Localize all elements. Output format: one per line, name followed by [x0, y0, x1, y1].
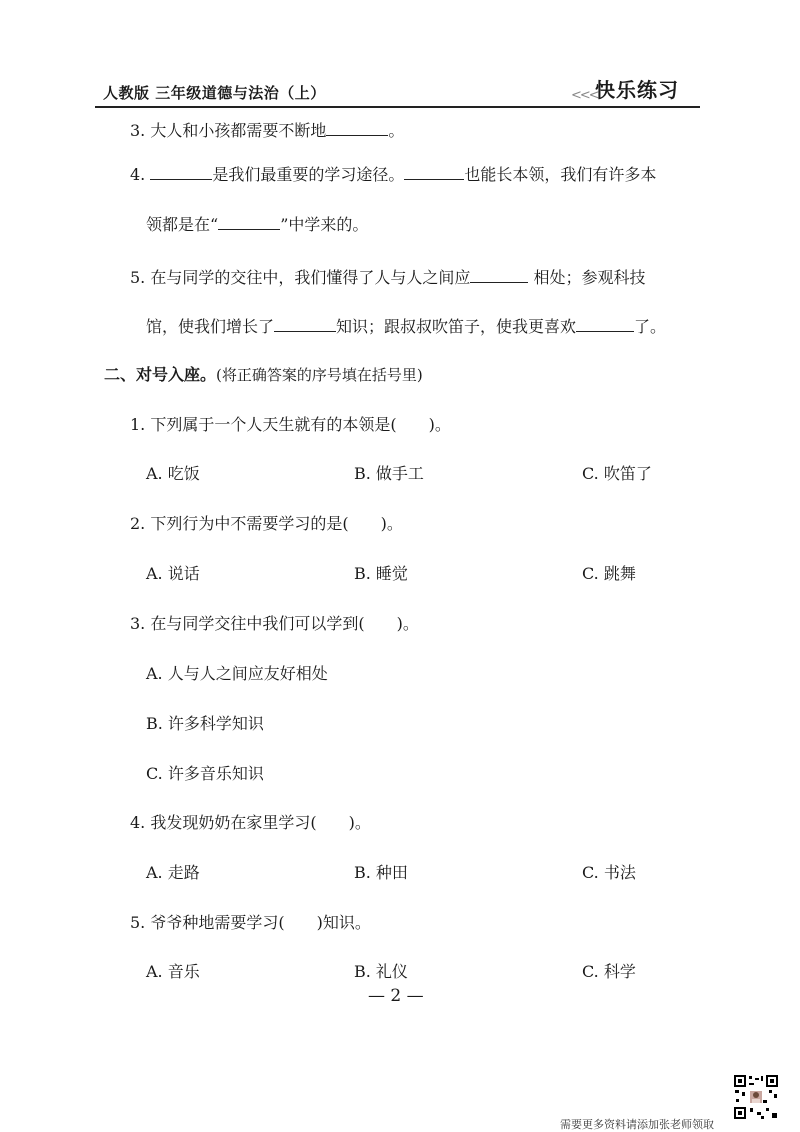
section-instruction: (将正确答案的序号填在括号里): [216, 366, 423, 384]
chevron-decoration-icon: <<<: [571, 88, 598, 103]
book-title: 人教版 三年级道德与法治（上）: [103, 84, 326, 102]
choice-question-2: 2. 下列行为中不需要学习的是( )。: [130, 514, 403, 533]
page-header: [95, 78, 700, 110]
answer-blank[interactable]: [404, 165, 464, 180]
option-b[interactable]: B. 做手工: [354, 464, 424, 483]
answer-blank[interactable]: [218, 215, 280, 230]
answer-blank[interactable]: [470, 268, 528, 283]
fill-question-4-line2: 领都是在“ ”中学来的。: [146, 215, 369, 234]
option-c[interactable]: C. 许多音乐知识: [146, 764, 264, 783]
answer-blank[interactable]: [274, 317, 336, 332]
option-a[interactable]: A. 人与人之间应友好相处: [146, 664, 328, 683]
fill-question-4-line1: 4. 是我们最重要的学习途径。 也能长本领，我们有许多本: [130, 165, 657, 184]
choice-question-5: 5. 爷爷种地需要学习( )知识。: [130, 913, 371, 932]
option-c[interactable]: C. 书法: [582, 863, 636, 882]
answer-blank[interactable]: [326, 121, 388, 136]
page-number: — 2 —: [368, 986, 424, 1006]
footer-note: 需要更多资料请添加张老师领取: [560, 1118, 714, 1131]
option-c[interactable]: C. 跳舞: [582, 564, 636, 583]
choice-question-4: 4. 我发现奶奶在家里学习( )。: [130, 813, 371, 832]
option-c[interactable]: C. 科学: [582, 962, 636, 981]
option-b[interactable]: B. 种田: [354, 863, 408, 882]
fill-question-3: 3. 大人和小孩都需要不断地 。: [130, 121, 405, 140]
option-a[interactable]: A. 说话: [146, 564, 200, 583]
option-b[interactable]: B. 睡觉: [354, 564, 408, 583]
section-heading: 二、对号入座。(将正确答案的序号填在括号里): [104, 365, 423, 384]
option-a[interactable]: A. 音乐: [146, 962, 200, 981]
option-a[interactable]: A. 吃饭: [146, 464, 200, 483]
choice-question-3: 3. 在与同学交往中我们可以学到( )。: [130, 614, 419, 633]
fill-question-5-line1: 5. 在与同学的交往中，我们懂得了人与人之间应 相处；参观科技: [130, 268, 646, 287]
option-c[interactable]: C. 吹笛了: [582, 464, 652, 483]
answer-blank[interactable]: [576, 317, 634, 332]
option-b[interactable]: B. 礼仪: [354, 962, 408, 981]
qr-code-icon: [733, 1074, 779, 1120]
banner-title: 快乐练习: [595, 78, 679, 102]
answer-blank[interactable]: [150, 165, 212, 180]
option-a[interactable]: A. 走路: [146, 863, 200, 882]
header-divider: [95, 106, 700, 108]
fill-question-5-line2: 馆，使我们增长了 知识；跟叔叔吹笛子，使我更喜欢 了。: [146, 317, 667, 336]
option-b[interactable]: B. 许多科学知识: [146, 714, 264, 733]
choice-question-1: 1. 下列属于一个人天生就有的本领是( )。: [130, 415, 451, 434]
